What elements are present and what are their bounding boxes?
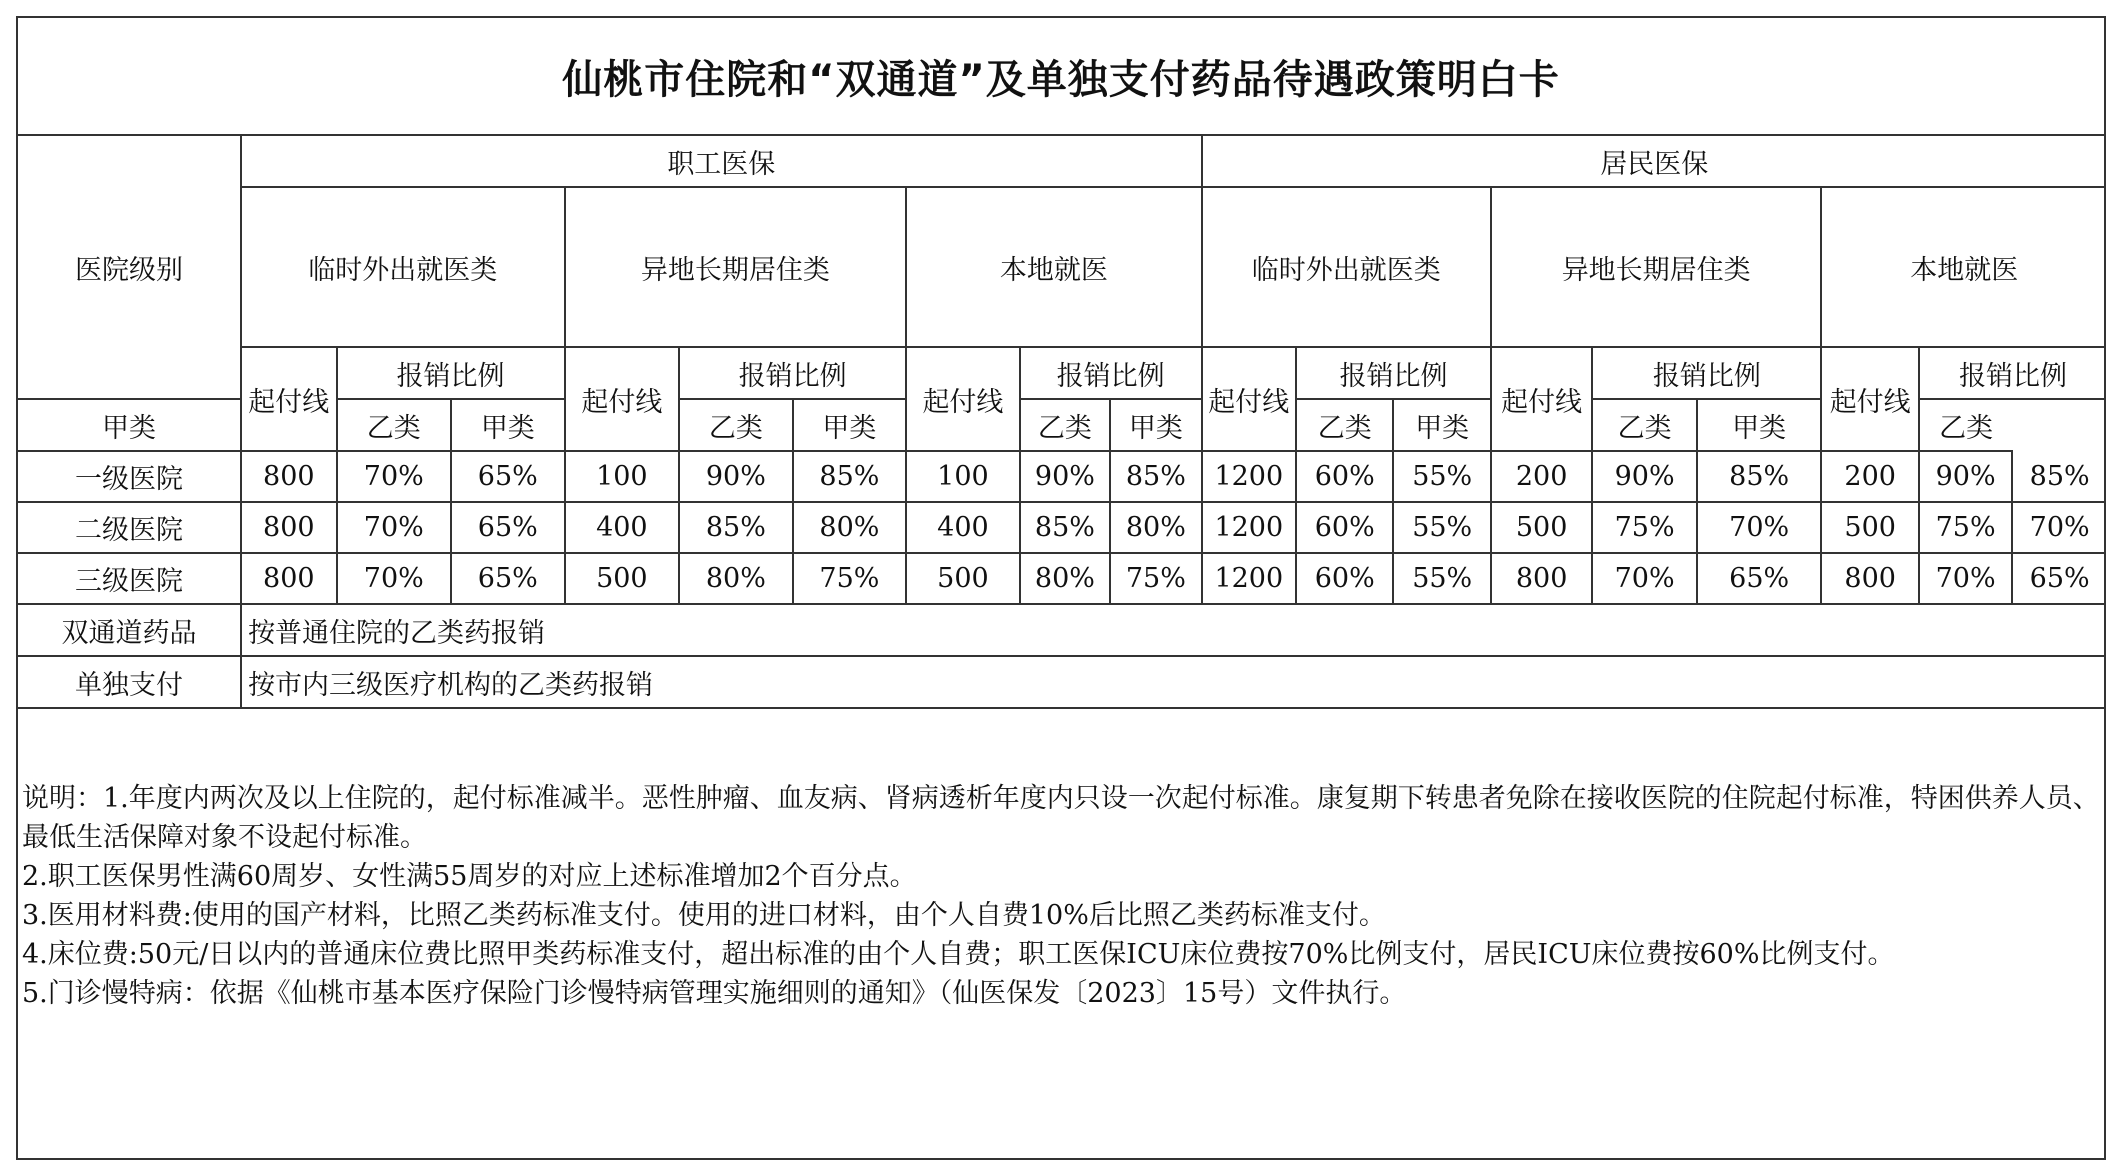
table-cell: 55% <box>1393 502 1490 553</box>
row-label-hospital-level: 三级医院 <box>18 553 241 604</box>
table-cell: 85% <box>2012 451 2106 502</box>
table-cell: 70% <box>2012 502 2106 553</box>
table-cell: 60% <box>1296 451 1393 502</box>
header-class-b: 乙类 <box>679 399 793 451</box>
header-hospital-level: 医院级别 <box>18 136 241 399</box>
table-cell: 70% <box>337 451 452 502</box>
header-category: 异地长期居住类 <box>565 187 907 347</box>
table-cell: 500 <box>1491 502 1592 553</box>
header-class-b: 乙类 <box>1592 399 1696 451</box>
table-body <box>18 451 2106 604</box>
table-cell: 800 <box>241 502 336 553</box>
header-category: 临时外出就医类 <box>241 187 565 347</box>
table-cell: 90% <box>679 451 793 502</box>
table-cell: 55% <box>1393 451 1490 502</box>
table-cell: 90% <box>1919 451 2012 502</box>
table-cell: 80% <box>679 553 793 604</box>
table-cell: 80% <box>1020 553 1110 604</box>
row-label-hospital-level: 二级医院 <box>18 502 241 553</box>
table-cell: 100 <box>906 451 1020 502</box>
header-class-b: 乙类 <box>1919 399 2012 451</box>
table-cell: 500 <box>565 553 680 604</box>
header-category: 临时外出就医类 <box>1202 187 1491 347</box>
policy-card <box>16 16 2106 1160</box>
table-cell: 60% <box>1296 502 1393 553</box>
note-item: 4.床位费:50元/日以内的普通床位费比照甲类药标准支付，超出标准的由个人自费；职工医保ICU床位费按70%比例支付，居民ICU床位费按60%比例支付。 <box>22 939 1895 970</box>
table-cell: 90% <box>1020 451 1110 502</box>
table-cell: 70% <box>337 553 452 604</box>
table-cell: 65% <box>1697 553 1822 604</box>
header-reimbursement-ratio: 报销比例 <box>1020 347 1202 399</box>
table-cell: 75% <box>793 553 907 604</box>
table-cell: 800 <box>1491 553 1592 604</box>
header-threshold: 起付线 <box>1491 347 1592 451</box>
table-cell: 500 <box>906 553 1020 604</box>
header-class-a: 甲类 <box>451 399 565 451</box>
table-cell: 1200 <box>1202 502 1296 553</box>
note-item: 3.医用材料费:使用的国产材料，比照乙类药标准支付。使用的进口材料，由个人自费10%后比照乙类药标准支付。 <box>22 900 1386 931</box>
header-reimbursement-ratio: 报销比例 <box>337 347 565 399</box>
table-cell: 100 <box>565 451 680 502</box>
table-cell: 65% <box>451 553 565 604</box>
table-cell: 75% <box>1110 553 1201 604</box>
header-reimbursement-ratio: 报销比例 <box>1592 347 1821 399</box>
header-category: 异地长期居住类 <box>1491 187 1822 347</box>
header-class-a: 甲类 <box>1110 399 1201 451</box>
table-cell: 60% <box>1296 553 1393 604</box>
table-cell: 70% <box>1592 553 1696 604</box>
table-cell: 70% <box>1697 502 1822 553</box>
header-class-b: 乙类 <box>1296 399 1393 451</box>
table-cell: 75% <box>1592 502 1696 553</box>
notes-section <box>18 709 2104 1013</box>
header-reimbursement-ratio: 报销比例 <box>679 347 906 399</box>
table-cell: 80% <box>1110 502 1201 553</box>
header-resident-insurance: 居民医保 <box>1202 136 2106 187</box>
header-threshold: 起付线 <box>241 347 336 451</box>
table-cell: 70% <box>1919 553 2012 604</box>
table-cell: 800 <box>241 451 336 502</box>
header-class-b: 乙类 <box>1020 399 1110 451</box>
header-class-b: 乙类 <box>337 399 452 451</box>
table-cell: 55% <box>1393 553 1490 604</box>
separate-payment-rule: 按市内三级医疗机构的乙类药报销 <box>241 656 2106 708</box>
table-cell: 70% <box>337 502 452 553</box>
table-cell: 400 <box>906 502 1020 553</box>
header-class-a: 甲类 <box>18 399 241 451</box>
note-item: 2.职工医保男性满60周岁、女性满55周岁的对应上述标准增加2个百分点。 <box>22 861 917 892</box>
table-cell: 75% <box>1919 502 2012 553</box>
note-item: 说明：1.年度内两次及以上住院的，起付标准减半。恶性肿瘤、血友病、肾病透析年度内只设一次起付标准。康复期下转患者免除在接收医院的住院起付标准，特困供养人员、最低生活保障对象不设起付标准。 <box>22 783 2100 853</box>
table-cell: 800 <box>241 553 336 604</box>
note-item: 5.门诊慢特病：依据《仙桃市基本医疗保险门诊慢特病管理实施细则的通知》（仙医保发〔2023〕15号）文件执行。 <box>22 978 1407 1009</box>
header-threshold: 起付线 <box>565 347 680 451</box>
table-cell: 200 <box>1491 451 1592 502</box>
table-cell: 80% <box>793 502 907 553</box>
table-row <box>18 451 2106 502</box>
header-threshold: 起付线 <box>1821 347 1918 451</box>
header-class-a: 甲类 <box>1393 399 1490 451</box>
ratio-header-row <box>18 347 2106 399</box>
table-cell: 65% <box>451 502 565 553</box>
row-label-hospital-level: 一级医院 <box>18 451 241 502</box>
table-cell: 65% <box>451 451 565 502</box>
table-cell: 500 <box>1821 502 1918 553</box>
header-threshold: 起付线 <box>906 347 1020 451</box>
header-category: 本地就医 <box>1821 187 2106 347</box>
header-reimbursement-ratio: 报销比例 <box>1919 347 2106 399</box>
row-label-dual-channel: 双通道药品 <box>18 604 241 656</box>
header-threshold: 起付线 <box>1202 347 1296 451</box>
page-title: 仙桃市住院和“双通道”及单独支付药品待遇政策明白卡 <box>18 18 2104 136</box>
header-reimbursement-ratio: 报销比例 <box>1296 347 1491 399</box>
header-category: 本地就医 <box>906 187 1201 347</box>
table-cell: 85% <box>1020 502 1110 553</box>
row-label-separate-payment: 单独支付 <box>18 656 241 708</box>
benefit-table <box>18 136 2106 709</box>
table-cell: 200 <box>1821 451 1918 502</box>
table-cell: 65% <box>2012 553 2106 604</box>
table-cell: 1200 <box>1202 553 1296 604</box>
header-class-a: 甲类 <box>1697 399 1822 451</box>
table-cell: 85% <box>1110 451 1201 502</box>
header-employee-insurance: 职工医保 <box>241 136 1202 187</box>
table-row <box>18 553 2106 604</box>
table-cell: 400 <box>565 502 680 553</box>
table-cell: 85% <box>679 502 793 553</box>
header-class-a: 甲类 <box>793 399 907 451</box>
table-cell: 1200 <box>1202 451 1296 502</box>
table-cell: 90% <box>1592 451 1696 502</box>
table-cell: 85% <box>793 451 907 502</box>
dual-channel-rule: 按普通住院的乙类药报销 <box>241 604 2106 656</box>
table-row <box>18 502 2106 553</box>
table-cell: 800 <box>1821 553 1918 604</box>
table-cell: 85% <box>1697 451 1822 502</box>
